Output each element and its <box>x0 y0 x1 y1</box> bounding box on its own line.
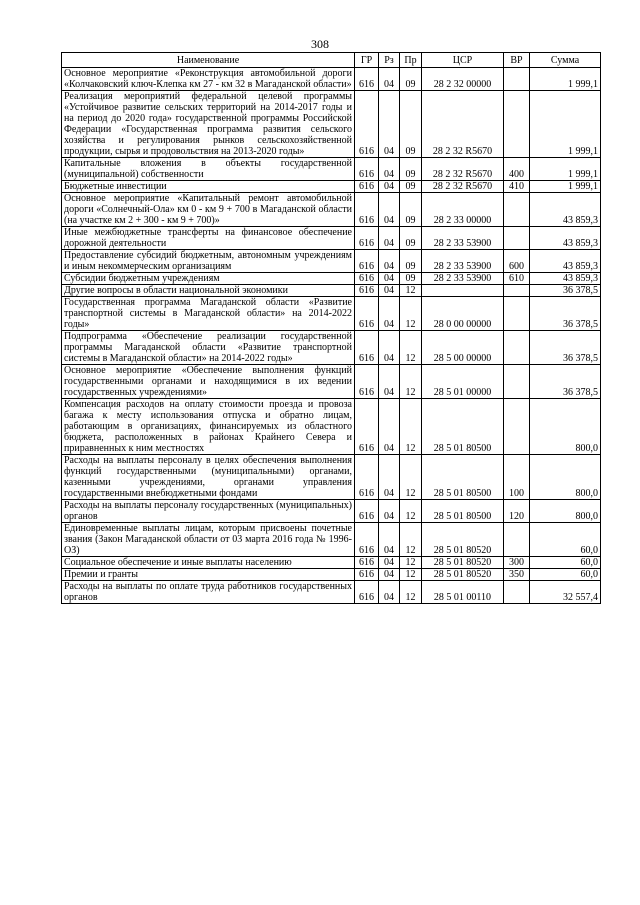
cell-gr: 616 <box>355 91 379 158</box>
table-row <box>62 365 601 399</box>
cell-gr: 616 <box>355 523 379 557</box>
table-row <box>62 68 601 91</box>
cell-name: Другие вопросы в области национальной экономики <box>62 285 355 297</box>
cell-rz: 04 <box>379 365 400 399</box>
cell-name: Бюджетные инвестиции <box>62 181 355 193</box>
cell-gr: 616 <box>355 331 379 365</box>
table-row <box>62 581 601 604</box>
cell-name: Капитальные вложения в объекты государственной (муниципальной) собственности <box>62 158 355 181</box>
cell-gr: 616 <box>355 68 379 91</box>
cell-csr: 28 2 33 00000 <box>422 193 504 227</box>
cell-rz: 04 <box>379 500 400 523</box>
cell-rz: 04 <box>379 273 400 285</box>
cell-pr: 12 <box>400 523 422 557</box>
cell-vr <box>504 331 530 365</box>
cell-pr: 12 <box>400 399 422 455</box>
cell-csr: 28 2 32 00000 <box>422 68 504 91</box>
table-row <box>62 523 601 557</box>
cell-rz: 04 <box>379 158 400 181</box>
cell-csr <box>422 285 504 297</box>
cell-gr: 616 <box>355 181 379 193</box>
cell-vr: 400 <box>504 158 530 181</box>
cell-pr: 09 <box>400 181 422 193</box>
cell-csr: 28 2 33 53900 <box>422 273 504 285</box>
cell-gr: 616 <box>355 297 379 331</box>
cell-sum: 60,0 <box>530 569 601 581</box>
cell-pr: 09 <box>400 68 422 91</box>
cell-pr: 12 <box>400 365 422 399</box>
cell-sum: 1 999,1 <box>530 158 601 181</box>
cell-vr: 410 <box>504 181 530 193</box>
page-number: 308 <box>311 37 329 51</box>
table-row <box>62 399 601 455</box>
cell-rz: 04 <box>379 455 400 500</box>
table-row <box>62 181 601 193</box>
cell-csr: 28 2 32 R5670 <box>422 181 504 193</box>
cell-rz: 04 <box>379 250 400 273</box>
cell-rz: 04 <box>379 193 400 227</box>
cell-gr: 616 <box>355 158 379 181</box>
cell-sum: 800,0 <box>530 455 601 500</box>
cell-csr: 28 0 00 00000 <box>422 297 504 331</box>
cell-csr: 28 5 01 80520 <box>422 523 504 557</box>
cell-name: Расходы на выплаты персоналу государственных (муниципальных) органов <box>62 500 355 523</box>
cell-name: Иные межбюджетные трансферты на финансовое обеспечение дорожной деятельности <box>62 227 355 250</box>
cell-vr <box>504 297 530 331</box>
cell-csr: 28 5 01 80520 <box>422 569 504 581</box>
cell-pr: 12 <box>400 569 422 581</box>
cell-gr: 616 <box>355 250 379 273</box>
cell-rz: 04 <box>379 181 400 193</box>
cell-csr: 28 2 33 53900 <box>422 250 504 273</box>
cell-rz: 04 <box>379 297 400 331</box>
table-row <box>62 193 601 227</box>
cell-name: Государственная программа Магаданской области «Развитие транспортной системы в Магаданской области» на 2014-2022 годы» <box>62 297 355 331</box>
table-row <box>62 297 601 331</box>
cell-vr: 100 <box>504 455 530 500</box>
cell-name: Премии и гранты <box>62 569 355 581</box>
cell-vr <box>504 227 530 250</box>
cell-csr: 28 5 01 80500 <box>422 500 504 523</box>
cell-vr <box>504 91 530 158</box>
table-header-row <box>62 53 601 68</box>
cell-pr: 12 <box>400 557 422 569</box>
cell-pr: 09 <box>400 91 422 158</box>
header-csr: ЦСР <box>422 53 504 68</box>
cell-pr: 09 <box>400 273 422 285</box>
cell-csr: 28 2 32 R5670 <box>422 158 504 181</box>
cell-name: Предоставление субсидий бюджетным, автономным учреждениям и иным некоммерческим организациям <box>62 250 355 273</box>
cell-gr: 616 <box>355 581 379 604</box>
cell-pr: 09 <box>400 193 422 227</box>
cell-pr: 12 <box>400 331 422 365</box>
header-pr: Пр <box>400 53 422 68</box>
cell-pr: 09 <box>400 250 422 273</box>
cell-pr: 12 <box>400 297 422 331</box>
cell-name: Субсидии бюджетным учреждениям <box>62 273 355 285</box>
cell-vr: 350 <box>504 569 530 581</box>
table-row <box>62 273 601 285</box>
header-vr: ВР <box>504 53 530 68</box>
cell-sum: 43 859,3 <box>530 227 601 250</box>
cell-gr: 616 <box>355 455 379 500</box>
table-row <box>62 285 601 297</box>
table-row <box>62 250 601 273</box>
cell-sum: 43 859,3 <box>530 193 601 227</box>
cell-gr: 616 <box>355 193 379 227</box>
cell-sum: 1 999,1 <box>530 91 601 158</box>
cell-csr: 28 5 01 00000 <box>422 365 504 399</box>
cell-gr: 616 <box>355 285 379 297</box>
cell-rz: 04 <box>379 399 400 455</box>
cell-sum: 800,0 <box>530 500 601 523</box>
cell-sum: 32 557,4 <box>530 581 601 604</box>
cell-name: Основное мероприятие «Реконструкция автомобильной дороги «Колчаковский ключ-Клепка км 27 - км 32 в Магаданской области» <box>62 68 355 91</box>
cell-sum: 60,0 <box>530 557 601 569</box>
cell-sum: 1 999,1 <box>530 181 601 193</box>
cell-rz: 04 <box>379 569 400 581</box>
cell-gr: 616 <box>355 227 379 250</box>
table-row <box>62 331 601 365</box>
cell-rz: 04 <box>379 523 400 557</box>
cell-name: Реализация мероприятий федеральной целевой программы «Устойчивое развитие сельских территорий на 2014-2017 годы и на период до 2020 года» государственной программы Российской Федерации «Государственная программа развития сельского хозяйства и регулирования рынков сельскохозяйственной продукции, сырья и продовольствия на 2013-2020 годы» <box>62 91 355 158</box>
cell-vr <box>504 365 530 399</box>
cell-gr: 616 <box>355 557 379 569</box>
cell-vr <box>504 285 530 297</box>
table-row <box>62 557 601 569</box>
cell-csr: 28 2 32 R5670 <box>422 91 504 158</box>
cell-rz: 04 <box>379 227 400 250</box>
cell-gr: 616 <box>355 273 379 285</box>
cell-sum: 43 859,3 <box>530 273 601 285</box>
cell-pr: 09 <box>400 227 422 250</box>
cell-gr: 616 <box>355 365 379 399</box>
cell-name: Основное мероприятие «Обеспечение выполнения функций государственными органами и находящимися в их ведении государственных учреждениями» <box>62 365 355 399</box>
cell-sum: 43 859,3 <box>530 250 601 273</box>
cell-pr: 09 <box>400 158 422 181</box>
cell-pr: 12 <box>400 500 422 523</box>
cell-name: Расходы на выплаты персоналу в целях обеспечения выполнения функций государственными (муниципальными) органами, казенными учреждениями, органами управления государственными внебюджетными фондами <box>62 455 355 500</box>
cell-name: Социальное обеспечение и иные выплаты населению <box>62 557 355 569</box>
cell-sum: 1 999,1 <box>530 68 601 91</box>
cell-gr: 616 <box>355 569 379 581</box>
cell-csr: 28 5 01 00110 <box>422 581 504 604</box>
cell-rz: 04 <box>379 91 400 158</box>
header-rz: Рз <box>379 53 400 68</box>
cell-name: Основное мероприятие «Капитальный ремонт автомобильной дороги «Солнечный-Ола» км 0 - км 9 + 700 в Магаданской области (на участке км 2 + 300 - км 9 + 700)» <box>62 193 355 227</box>
cell-pr: 12 <box>400 581 422 604</box>
cell-sum: 36 378,5 <box>530 297 601 331</box>
cell-vr <box>504 523 530 557</box>
cell-csr: 28 5 01 80500 <box>422 455 504 500</box>
cell-csr: 28 5 01 80520 <box>422 557 504 569</box>
cell-vr: 610 <box>504 273 530 285</box>
cell-sum: 60,0 <box>530 523 601 557</box>
cell-sum: 36 378,5 <box>530 365 601 399</box>
cell-name: Компенсация расходов на оплату стоимости проезда и провоза багажа к месту использования отпуска и обратно лицам, работающим в организациях, финансируемых из областного бюджета, расположенных в районах Крайнего Севера и приравненных к ним местностях <box>62 399 355 455</box>
table-row <box>62 91 601 158</box>
cell-vr: 120 <box>504 500 530 523</box>
cell-vr <box>504 68 530 91</box>
cell-rz: 04 <box>379 331 400 365</box>
cell-rz: 04 <box>379 285 400 297</box>
table-row <box>62 500 601 523</box>
table-row <box>62 569 601 581</box>
cell-csr: 28 5 01 80500 <box>422 399 504 455</box>
cell-rz: 04 <box>379 557 400 569</box>
header-gr: ГР <box>355 53 379 68</box>
cell-vr: 600 <box>504 250 530 273</box>
table-body <box>62 68 601 604</box>
cell-vr: 300 <box>504 557 530 569</box>
cell-csr: 28 2 33 53900 <box>422 227 504 250</box>
table-row <box>62 455 601 500</box>
cell-pr: 12 <box>400 455 422 500</box>
cell-vr <box>504 399 530 455</box>
cell-vr <box>504 193 530 227</box>
cell-pr: 12 <box>400 285 422 297</box>
cell-gr: 616 <box>355 500 379 523</box>
cell-sum: 36 378,5 <box>530 285 601 297</box>
table-row <box>62 227 601 250</box>
header-sum: Сумма <box>530 53 601 68</box>
budget-table <box>61 52 601 604</box>
cell-gr: 616 <box>355 399 379 455</box>
cell-name: Расходы на выплаты по оплате труда работников государственных органов <box>62 581 355 604</box>
table-row <box>62 158 601 181</box>
cell-sum: 800,0 <box>530 399 601 455</box>
cell-vr <box>504 581 530 604</box>
cell-name: Подпрограмма «Обеспечение реализации государственной программы Магаданской области «Развитие транспортной системы в Магаданской области» на 2014-2022 годы» <box>62 331 355 365</box>
cell-rz: 04 <box>379 68 400 91</box>
header-name: Наименование <box>62 53 355 68</box>
cell-csr: 28 5 00 00000 <box>422 331 504 365</box>
cell-rz: 04 <box>379 581 400 604</box>
cell-sum: 36 378,5 <box>530 331 601 365</box>
cell-name: Единовременные выплаты лицам, которым присвоены почетные звания (Закон Магаданской области от 03 марта 2016 года № 1996-ОЗ) <box>62 523 355 557</box>
